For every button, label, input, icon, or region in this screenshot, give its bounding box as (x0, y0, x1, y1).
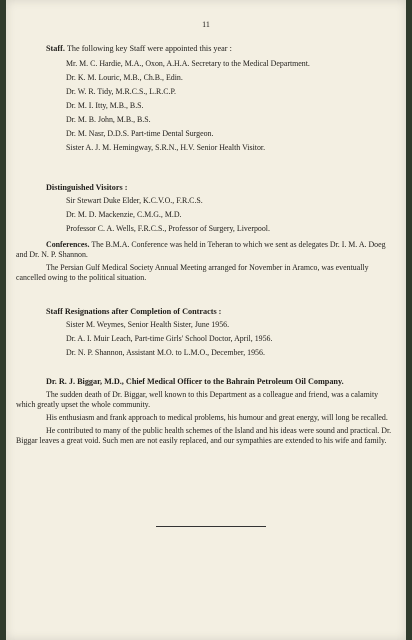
resignations-heading: Staff Resignations after Completion of Contracts : (46, 307, 222, 316)
staff-entry: Sister A. J. M. Hemingway, S.R.N., H.V. Senior Health Visitor. (66, 143, 266, 152)
staff-entry: Dr. W. R. Tidy, M.R.C.S., L.R.C.P. (66, 87, 176, 96)
staff-heading-label: Staff. (46, 44, 65, 53)
staff-entry: Dr. K. M. Louric, M.B., Ch.B., Edin. (66, 73, 183, 82)
staff-section (6, 43, 406, 155)
resignation-entry: Sister M. Weymes, Senior Health Sister, June 1956. (66, 320, 230, 329)
resignations-section (6, 306, 406, 360)
conferences-text: The B.M.A. Conference was held in Teheran to which we sent as delegates Dr. I. M. A. Doeg and Dr. N. P. Shannon. (16, 240, 386, 259)
visitor-entry: Professor C. A. Wells, F.R.C.S., Professor of Surgery, Liverpool. (66, 224, 270, 233)
divider-rule (156, 526, 266, 527)
staff-intro: The following key Staff were appointed this year : (66, 44, 232, 53)
obituary-heading: Dr. R. J. Biggar, M.D., Chief Medical Officer to the Bahrain Petroleum Oil Company. (46, 377, 344, 386)
staff-entry: Dr. M. B. John, M.B., B.S. (66, 115, 151, 124)
obituary-paragraph: The sudden death of Dr. Biggar, well known to this Department as a colleague and friend, was a calamity which greatly upset the whole community. (16, 390, 379, 409)
resignation-entry: Dr. A. I. Muir Leach, Part-time Girls' School Doctor, April, 1956. (66, 334, 273, 343)
visitors-heading: Distinguished Visitors : (46, 183, 128, 192)
visitor-entry: Sir Stewart Duke Elder, K.C.V.O., F.R.C.S. (66, 196, 203, 205)
persian-gulf-paragraph: The Persian Gulf Medical Society Annual Meeting arranged for November in Aramco, was eventually cancelled owing to the political situation. (16, 263, 369, 282)
staff-heading (6, 43, 406, 54)
visitor-entry: Dr. M. D. Mackenzie, C.M.G., M.D. (66, 210, 182, 219)
page-number: 11 (202, 20, 210, 29)
conferences-paragraph (6, 240, 406, 260)
obituary-paragraph: His enthusiasm and frank approach to medical problems, his humour and great energy, will long be recalled. (46, 413, 388, 422)
conferences-heading: Conferences. (46, 240, 90, 249)
obituary-paragraph: He contributed to many of the public health schemes of the Island and his ideas were sound and practical. Dr. Biggar leaves a great void. Such men are not easily replaced, and our sympathies are extended to his wife and family. (16, 426, 392, 445)
conferences-section (6, 240, 406, 283)
visitors-section (6, 182, 406, 236)
staff-entry: Dr. M. I. Itty, M.B., B.S. (66, 101, 144, 110)
document-page (6, 0, 406, 640)
resignation-entry: Dr. N. P. Shannon, Assistant M.O. to L.M.O., December, 1956. (66, 348, 265, 357)
staff-entry: Mr. M. C. Hardie, M.A., Oxon, A.H.A. Secretary to the Medical Department. (66, 59, 310, 68)
staff-entry: Dr. M. Nasr, D.D.S. Part-time Dental Surgeon. (66, 129, 214, 138)
obituary-section (6, 376, 406, 446)
